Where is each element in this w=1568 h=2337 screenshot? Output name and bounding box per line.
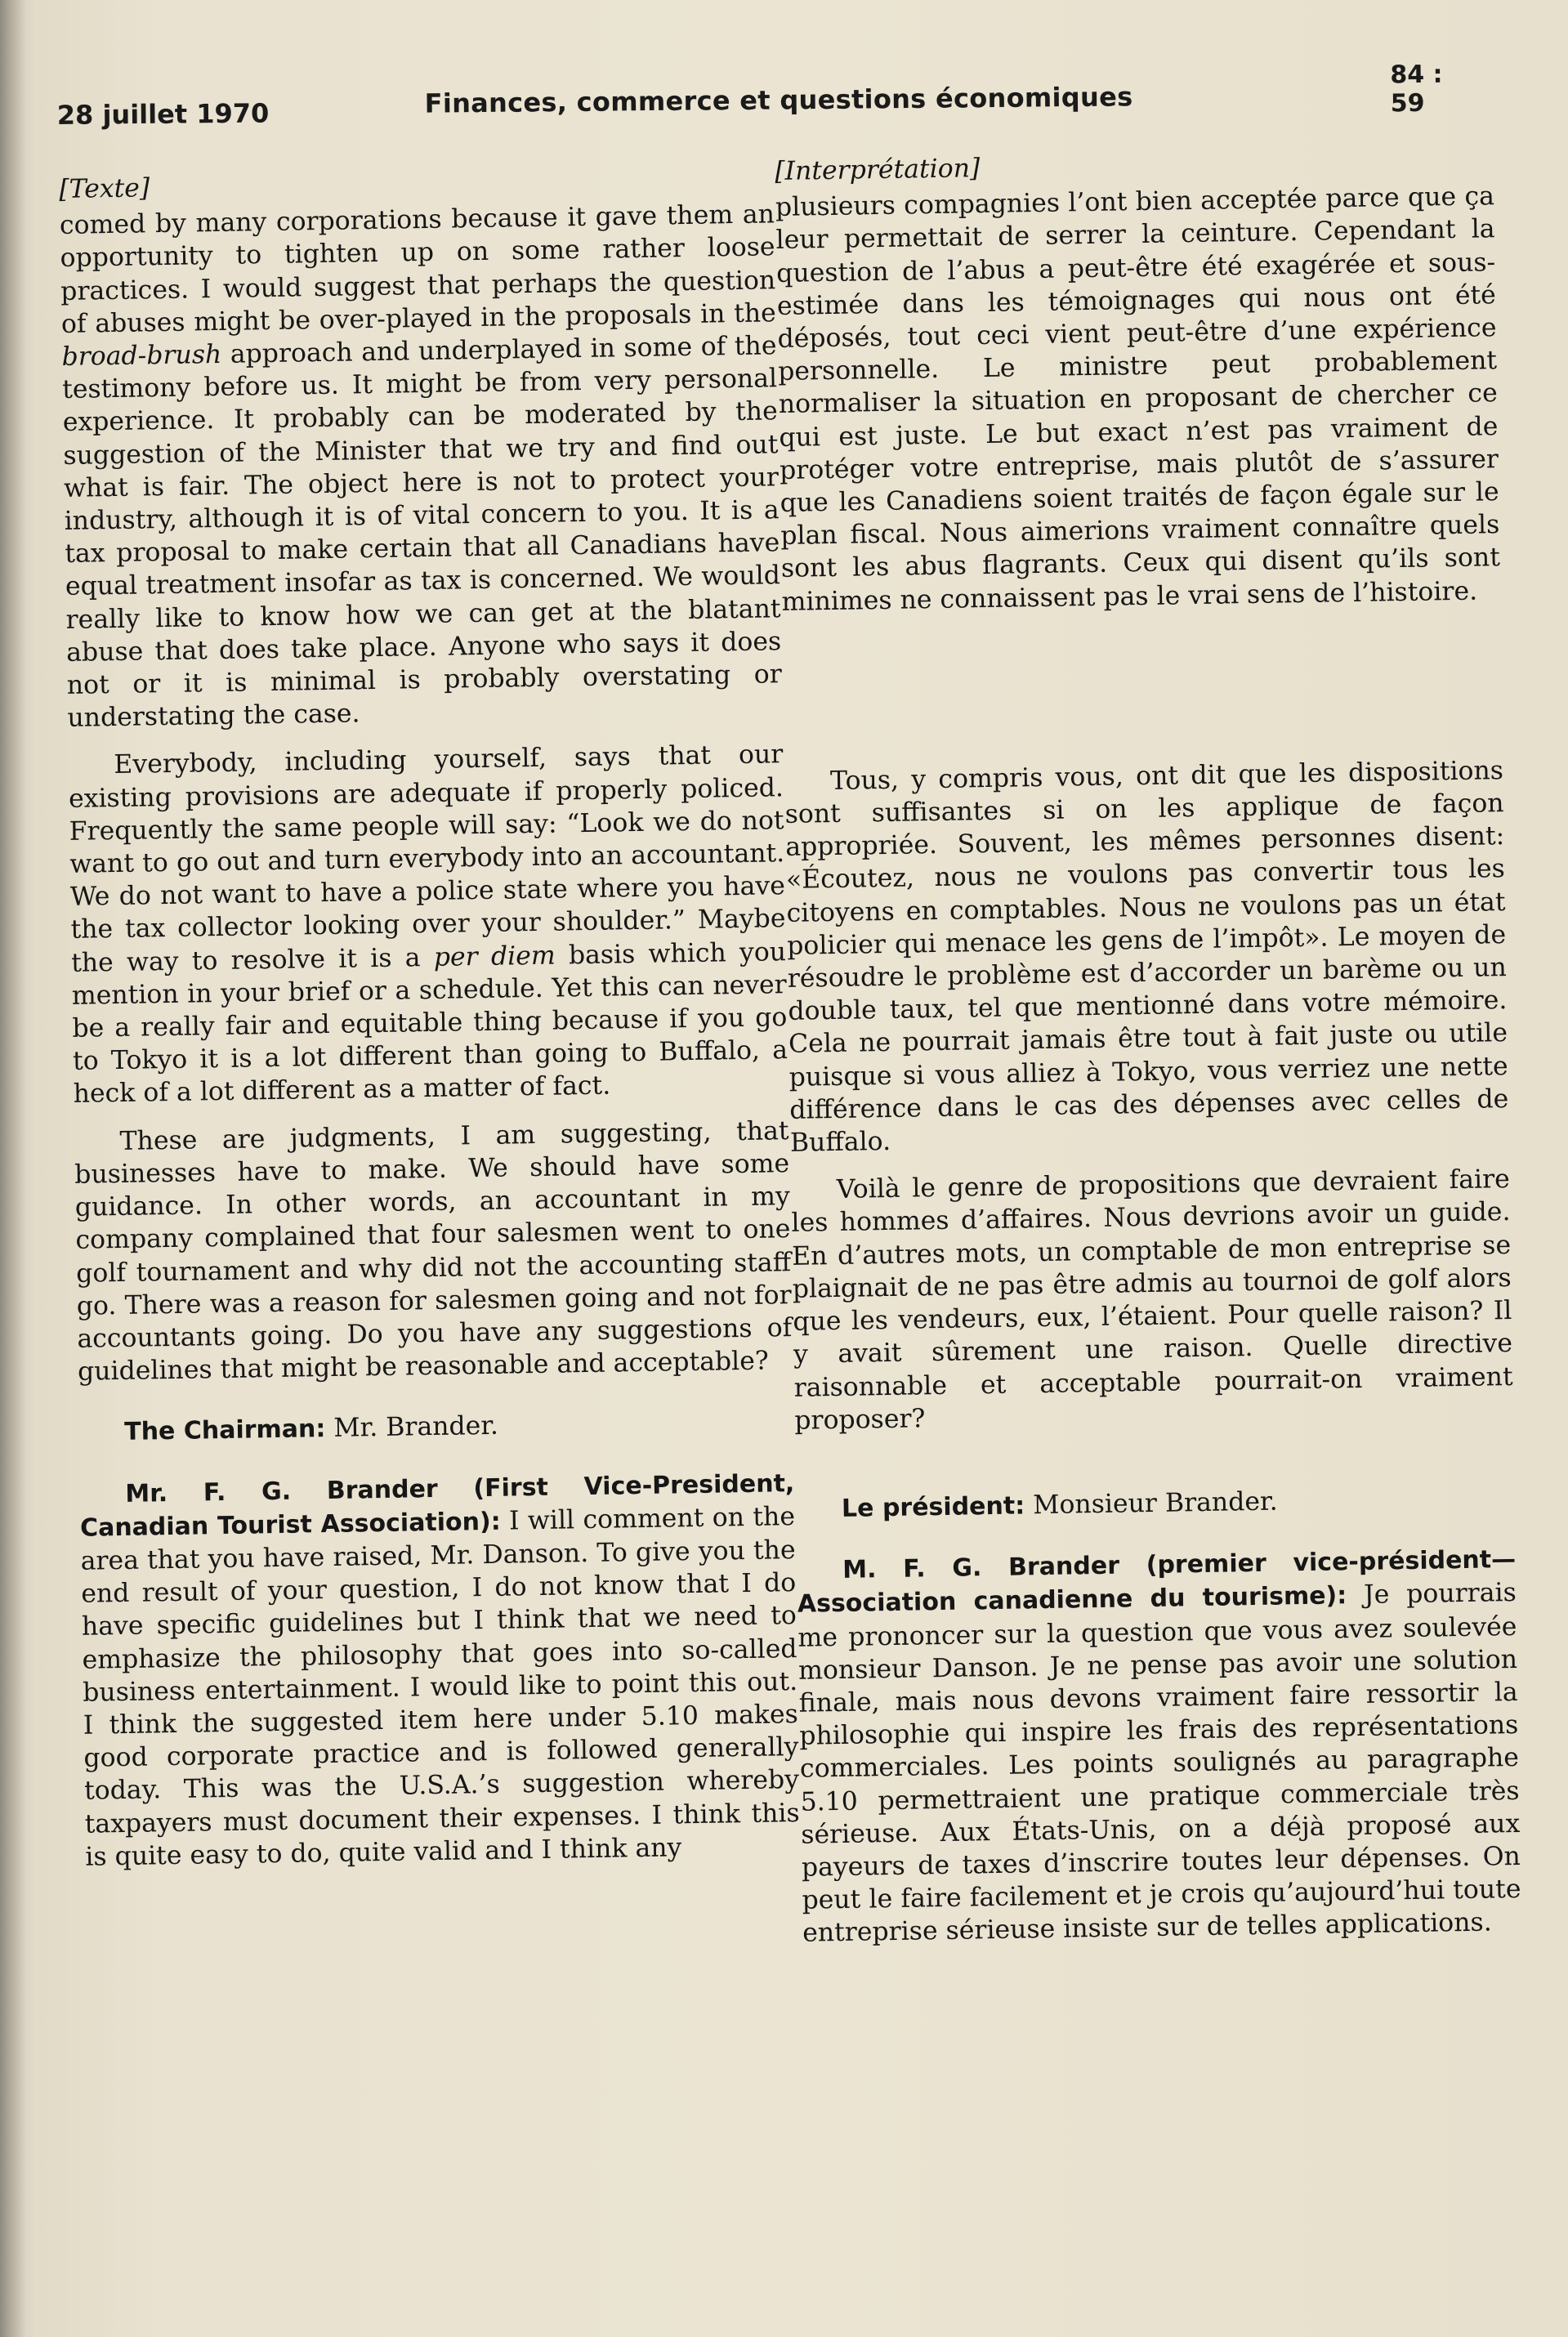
speaker-name: The Chairman:: [123, 1414, 326, 1447]
book-binding-edge: [0, 0, 39, 2337]
right-brander-paragraph: M. F. G. Brander (premier vice-président—Association canadienne du tourisme): Je pourrais me prononcer sur la question que vous avez soulevée monsieur Danson. Je ne pense pas avoir une solution finale, mais nous devons vraiment faire ressortir la philosophie qui inspire les frais des représentations commerciales. Les points soulignés au paragraphe 5.10 permettraient une pratique commerciale très sérieuse. Aux États-Unis, on a déjà proposé aux payeurs de taxes d’inscrire toutes leur dépenses. On peut le faire facilement et je crois qu’aujourd’hui toute entreprise sérieuse insiste sur de telles applications.: [797, 1545, 1521, 1949]
document-page: [39, 0, 1568, 2337]
right-paragraph-1: plusieurs compagnies l’ont bien acceptée parce que ça leur permettait de serrer la ceinture. Cependant la question de l’abus a peut-être été exagérée et sous-estimée dans les témoignages qui nous ont été déposés, tout ceci vient peut-être d’une expérience personnelle. Le ministre peut probablement normaliser la situation en proposant de chercher ce qui est juste. Le but exact n’est pas vraiment de protéger votre entreprise, mais plutôt de s’assurer que les Canadiens soient traités de façon égale sur le plan fiscal. Nous aimerions vraiment connaître quels sont les abus flagrants. Ceux qui disent qu’ils sont minimes ne connaissent pas le vrai sens de l’histoire.: [775, 181, 1501, 617]
left-column-label: [Texte]: [59, 173, 150, 204]
right-president-line: Le président: Monsieur Brander.: [841, 1486, 1278, 1523]
page-header: [56, 53, 1479, 132]
left-brander-paragraph: Mr. F. G. Brander (First Vice-President, Canadian Tourist Association): I will comment on the area that you have raised, Mr. Danson. To give you the end result of your question, I do not know that I do have specific guidelines but I think that we need to emphasize the philosophy that goes into so-called business entertainment. I would like to point this out. I think the suggested item here under 5.10 makes good corporate practice and is followed generally today. This was the U.S.A.’s suggestion whereby taxpayers must document their expenses. I think this is quite easy to do, quite valid and I think any: [79, 1468, 800, 1872]
right-column-label: [Interprétation]: [775, 154, 981, 186]
left-paragraph-3: These are judgments, I am suggesting, that businesses have to make. We should have some guidance. In other words, an accountant in my company complained that four salesmen went to one golf tournament and why did not the accounting staff go. There was a reason for salesmen going and not for accountants going. Do you have any suggestions of guidelines that might be reasonable and acceptable?: [74, 1115, 793, 1387]
header-title: Finances, commerce et questions économiques: [424, 81, 1133, 119]
left-column-english: [59, 162, 801, 1873]
speaker-name: Mr. F. G. Brander (First Vice-President, Canadian Tourist Association):: [79, 1468, 795, 1543]
right-column-french: [775, 144, 1521, 1950]
left-paragraph-1: comed by many corporations because it gave them an opportunity to tighten up on some rather loose practices. I would suggest that perhaps the question of abuses might be over-played in the proposals in the broad-brush approach and underplayed in some of the testimony before us. It might be from very personal experience. It probably can be moderated by the suggestion of the Minister that we try and find out what is fair. The object here is not to protect your industry, although it is of vital concern to you. It is a tax proposal to make certain that all Canadians have equal treatment insofar as tax is concerned. We would really like to know how we can get at the blatant abuse that does take place. Anyone who says it does not or it is minimal is probably overstating or understating the case.: [59, 199, 783, 734]
right-paragraph-3: Voilà le genre de propositions que devraient faire les hommes d’affaires. Nous devrions avoir un guide. En d’autres mots, un comptable de mon entreprise se plaignait de ne pas être admis au tournoi de golf alors que les vendeurs, eux, l’étaient. Pour quelle raison? Il y avait sûrement une raison. Quelle directive raisonnable et acceptable pourrait-on vraiment proposer?: [791, 1164, 1513, 1436]
speaker-name: Le président:: [841, 1491, 1025, 1523]
speaker-name: M. F. G. Brander (premier vice-président—Association canadienne du tourisme):: [797, 1545, 1517, 1620]
header-page-number: 84 : 59: [1390, 60, 1443, 118]
left-paragraph-2: Everybody, including yourself, says that our existing provisions are adequate if properly policed. Frequently the same people will say: “Look we do not want to go out and turn everybody into an accountant. We do not want to have a police state where you have the tax collector looking over your shoulder.” Maybe the way to resolve it is a per diem basis which you mention in your brief or a schedule. Yet this can never be a really fair and equitable thing because if you go to Tokyo it is a lot different than going to Buffalo, a heck of a lot different as a matter of fact.: [68, 740, 788, 1110]
right-paragraph-2: Tous, y compris vous, ont dit que les dispositions sont suffisantes si on les applique de façon appropriée. Souvent, les mêmes personnes disent: «Écoutez, nous ne voulons pas convertir tous les citoyens en comptables. Nous ne voulons pas un état policier qui menace les gens de l’impôt». Le moyen de résoudre le problème est d’accorder un barème ou un double taux, tel que mentionné dans votre mémoire. Cela ne pourrait jamais être tout à fait juste ou utile puisque si vous alliez à Tokyo, vous verriez une nette différence dans le cas des dépenses avec celles de Buffalo.: [784, 755, 1509, 1158]
left-chairman-line: The Chairman: Mr. Brander.: [123, 1411, 499, 1447]
header-date: 28 juillet 1970: [56, 97, 270, 132]
